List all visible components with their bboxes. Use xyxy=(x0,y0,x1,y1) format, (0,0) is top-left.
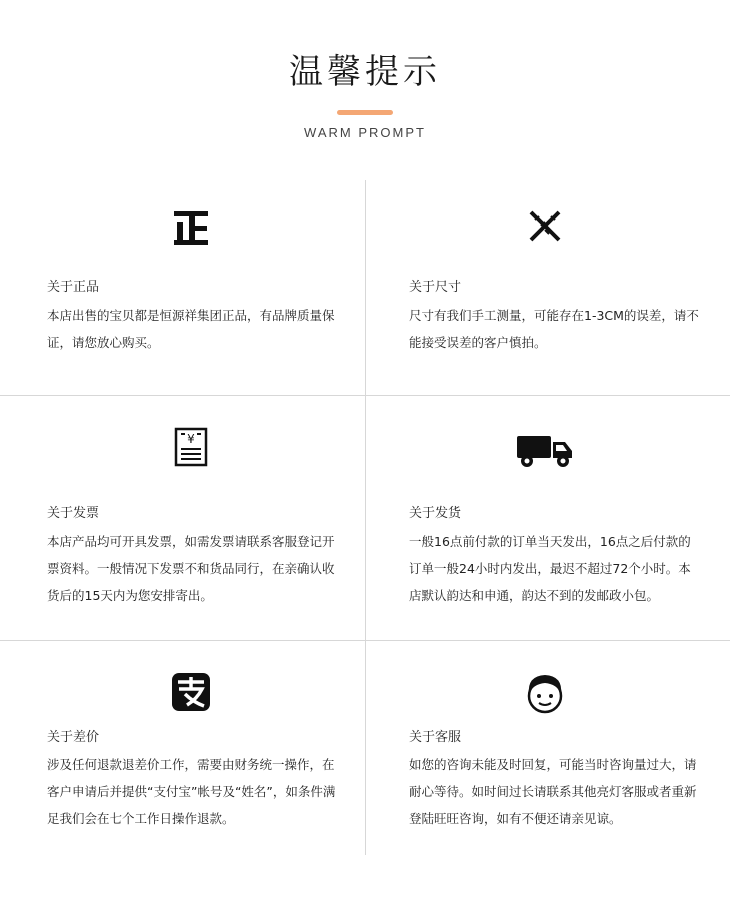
customer-service-icon xyxy=(524,672,566,716)
invoice-icon xyxy=(172,427,212,467)
info-card-shipping xyxy=(365,395,730,640)
card-title: 关于尺寸 xyxy=(409,280,462,295)
card-title: 关于正品 xyxy=(47,280,100,295)
info-card-authentic xyxy=(0,180,365,395)
card-description: 本店产品均可开具发票，如需发票请联系客服登记开票资料。一般情况下发票不和货品同行，在亲确认收货后的15天内为您安排寄出。 xyxy=(47,534,335,603)
page-subtitle: WARM PROMPT xyxy=(304,125,426,140)
card-description: 涉及任何退款退差价工作，需要由财务统一操作，在客户申请后并提供“支付宝”帐号及“姓名”，如条件满足我们会在七个工作日操作退款。 xyxy=(47,757,336,826)
ruler-cross-icon xyxy=(525,206,565,246)
card-title: 关于客服 xyxy=(409,730,462,745)
accent-bar xyxy=(337,110,393,115)
page-title: 温馨提示 xyxy=(289,52,441,92)
info-card-invoice xyxy=(0,395,365,640)
card-description: 本店出售的宝贝都是恒源祥集团正品，有品牌质量保证，请您放心购买。 xyxy=(47,308,335,350)
svg-text:¥: ¥ xyxy=(187,432,195,446)
delivery-truck-icon xyxy=(515,433,575,469)
card-title: 关于发票 xyxy=(47,506,100,521)
card-description: 尺寸有我们手工测量，可能存在1-3CM的误差，请不能接受误差的客户慎拍。 xyxy=(409,308,699,350)
alipay-icon xyxy=(171,672,211,712)
info-card-size xyxy=(365,180,730,395)
card-description: 一般16点前付款的订单当天发出，16点之后付款的订单一般24小时内发出，最迟不超过72个小时。本店默认韵达和申通，韵达不到的发邮政小包。 xyxy=(409,534,691,603)
card-title: 关于发货 xyxy=(409,506,462,521)
zheng-character-icon xyxy=(171,208,211,248)
info-grid xyxy=(0,180,730,860)
header xyxy=(0,0,730,180)
info-card-price-difference xyxy=(0,640,365,860)
card-description: 如您的咨询未能及时回复，可能当时咨询量过大，请耐心等待。如时间过长请联系其他亮灯客服或者重新登陆旺旺咨询，如有不便还请亲见谅。 xyxy=(409,757,697,826)
info-card-customer-service xyxy=(365,640,730,860)
card-title: 关于差价 xyxy=(47,730,100,745)
